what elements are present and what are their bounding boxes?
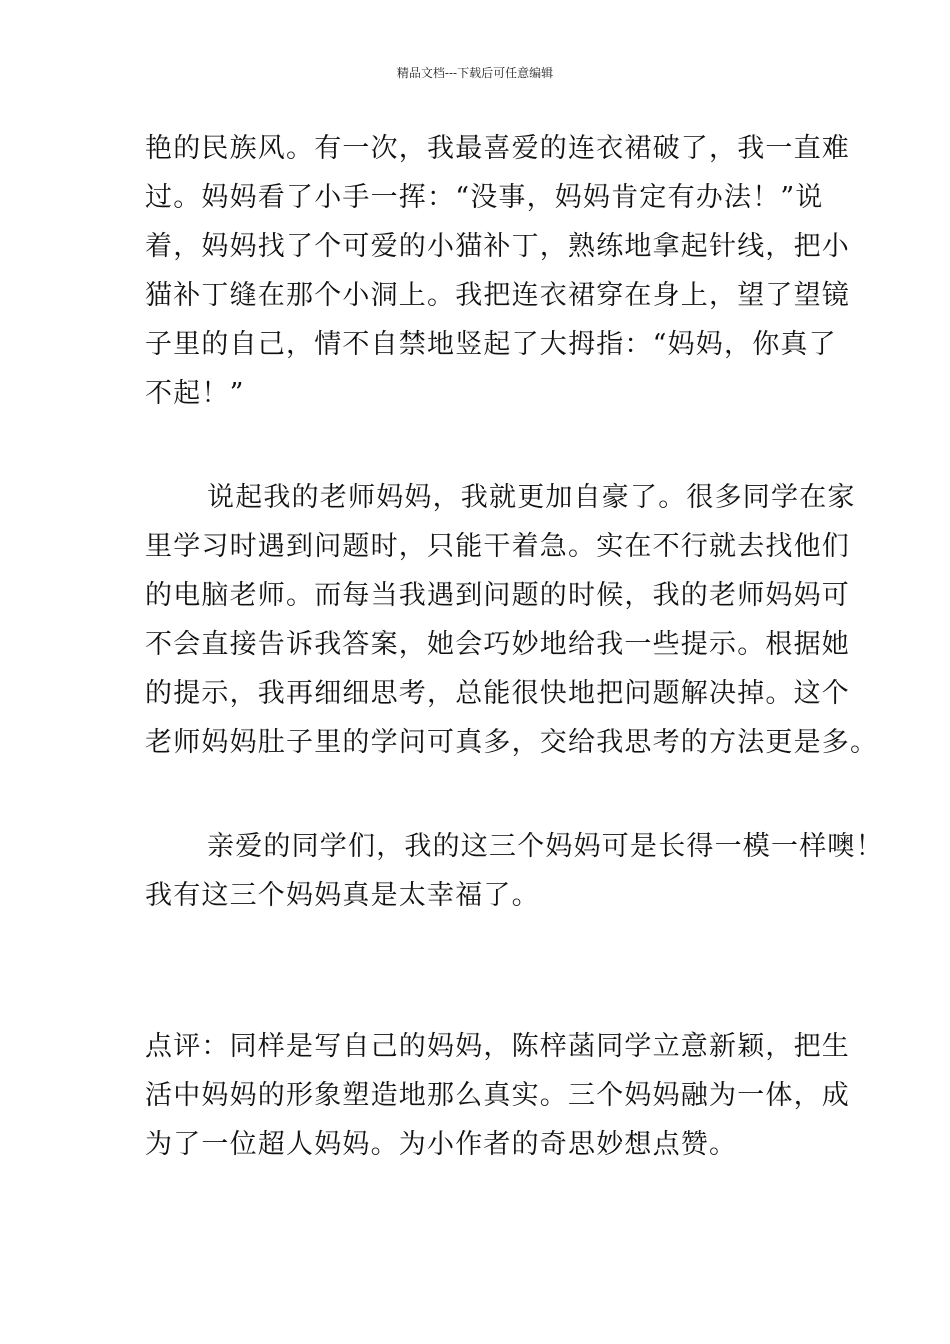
text-line: 猫补丁缝在那个小洞上。我把连衣裙穿在身上，望了望镜: [145, 280, 850, 311]
text-line: 的提示，我再细细思考，总能很快地把问题解决掉。这个: [145, 678, 850, 709]
text-line: 子里的自己，情不自禁地竖起了大拇指：“妈妈，你真了: [145, 329, 837, 360]
text-line: 过。妈妈看了小手一挥：“没事，妈妈肯定有办法！”说: [145, 182, 824, 213]
page-header: 精品文档---下载后可任意编辑: [396, 66, 554, 80]
text-line: 不会直接告诉我答案，她会巧妙地给我一些提示。根据她: [145, 629, 850, 660]
paragraph-dress: [145, 124, 850, 418]
text-line: 为了一位超人妈妈。为小作者的奇思妙想点赞。: [145, 1129, 738, 1160]
text-line: 的电脑老师。而每当我遇到问题的时候，我的老师妈妈可: [145, 580, 850, 611]
text-line: 说起我的老师妈妈，我就更加自豪了。很多同学在家: [207, 482, 856, 513]
paragraph-conclusion: [145, 822, 884, 920]
text-line: 不起！”: [145, 378, 245, 409]
text-line: 亲爱的同学们，我的这三个妈妈可是长得一模一样噢！: [207, 831, 884, 862]
text-line: 里学习时遇到问题时，只能干着急。实在不行就去找他们: [145, 531, 850, 562]
paragraph-comment: [145, 1022, 850, 1169]
text-line: 着，妈妈找了个可爱的小猫补丁，熟练地拿起针线，把小: [145, 231, 850, 262]
paragraph-teacher-mom: [145, 473, 879, 767]
text-line: 我有这三个妈妈真是太幸福了。: [145, 880, 540, 911]
text-line: 点评：同样是写自己的妈妈，陈梓菡同学立意新颖，把生: [145, 1031, 850, 1062]
text-line: 艳的民族风。有一次，我最喜爱的连衣裙破了，我一直难: [145, 133, 850, 164]
text-line: 活中妈妈的形象塑造地那么真实。三个妈妈融为一体，成: [145, 1080, 850, 1111]
text-line: 老师妈妈肚子里的学问可真多，交给我思考的方法更是多。: [145, 727, 879, 758]
